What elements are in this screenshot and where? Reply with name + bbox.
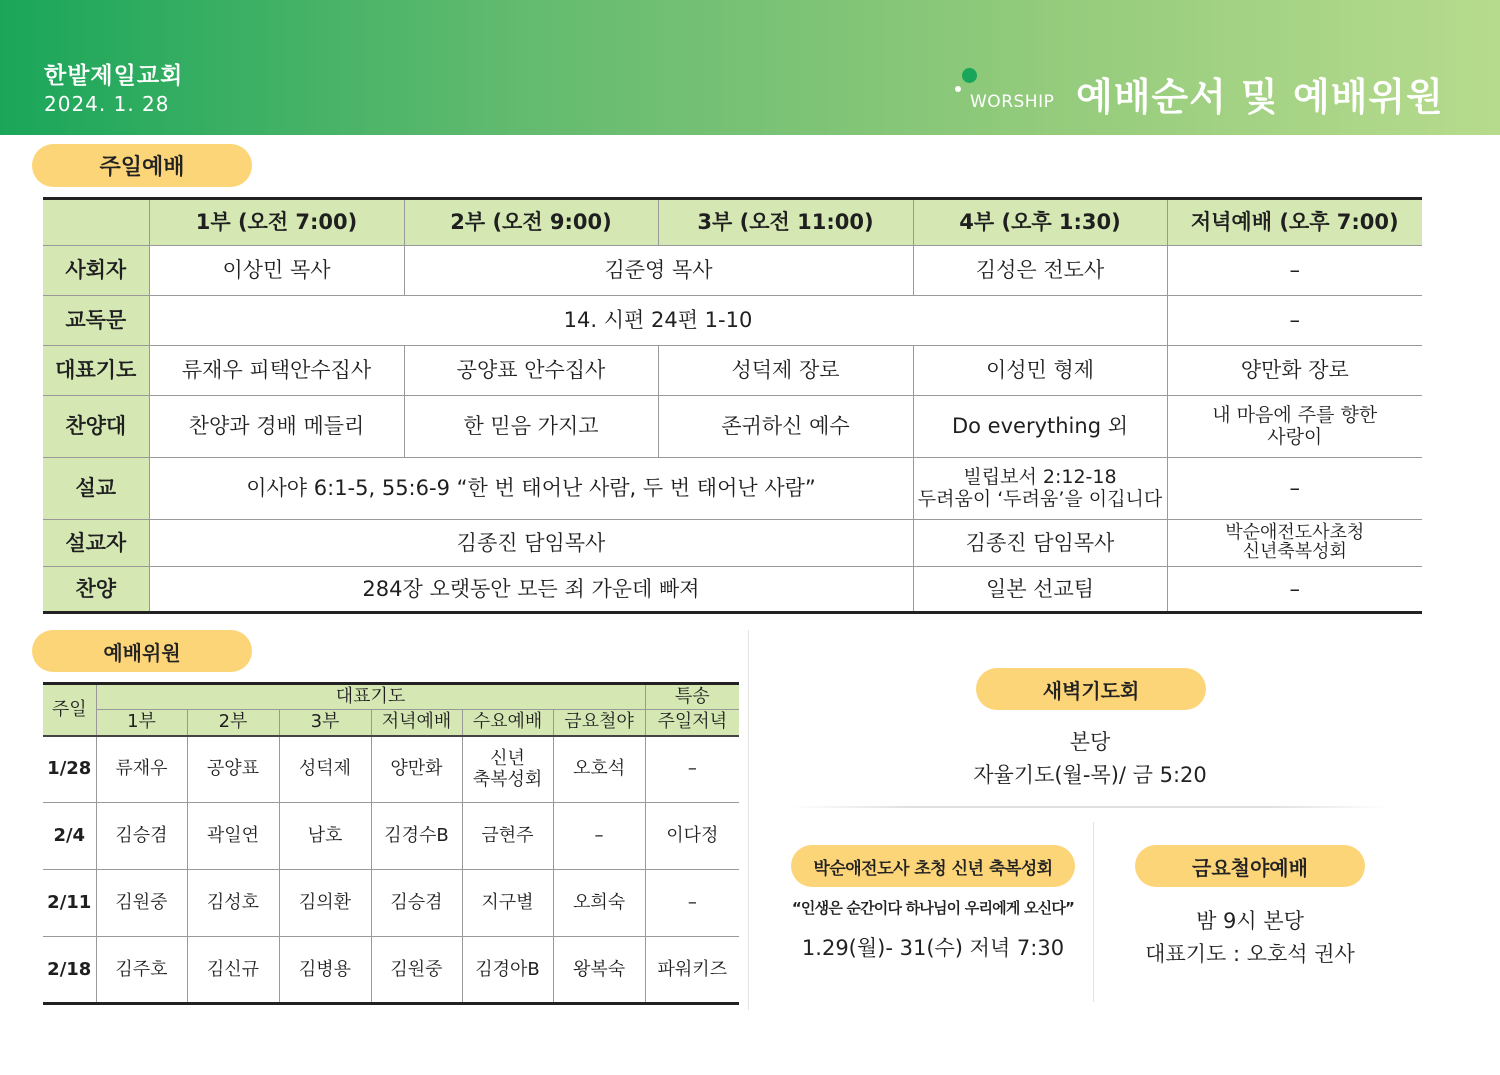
col-service-1: 1부 [96,710,187,736]
table-cell: 파워키즈 [645,937,739,1004]
row-label: 교독문 [43,296,149,346]
table-cell: 왕복숙 [553,937,645,1004]
row-date: 1/28 [43,736,96,803]
col-week: 주일 [43,684,96,736]
col-service-3: 3부 (오전 11:00) [658,199,913,246]
table-row [43,803,739,870]
cell-line: 내 마음에 주를 향한 [1212,403,1378,426]
table-cell: 김종진 담임목사 [149,520,913,567]
vertical-divider [748,630,749,1010]
table-cell: 14. 시편 24편 1-10 [149,296,1167,346]
table-cell: 공양표 [187,736,279,803]
table-cell: 김신규 [187,937,279,1004]
col-service-4: 4부 (오후 1:30) [913,199,1167,246]
revival-quote: “인생은 순간이다 하나님이 우리에게 오신다” [791,899,1075,917]
table-cell: 김종진 담임목사 [913,520,1167,567]
horizontal-divider [790,806,1390,808]
friday-pill: 금요철야예배 [1135,845,1365,887]
revival-pill: 박순애전도사 초청 신년 축복성회 [791,845,1075,887]
cell-line: 빌립보서 2:12-18 [963,465,1117,488]
cell-line: 축복성회 [472,769,543,791]
table-cell: – [645,736,739,803]
table-cell: 한 믿음 가지고 [404,396,658,458]
row-label: 찬양 [43,567,149,613]
table-cell: 김병용 [279,937,371,1004]
table-cell: – [645,870,739,937]
col-group-special: 특송 [645,684,739,710]
table-cell [462,736,553,803]
committee-table [43,682,739,1005]
table-cell: 존귀하신 예수 [658,396,913,458]
cell-line: 신년 [490,747,525,769]
col-friday: 금요철야 [553,710,645,736]
table-cell [1167,396,1422,458]
table-cell: 남호 [279,803,371,870]
table-cell: Do everything 외 [913,396,1167,458]
row-date: 2/11 [43,870,96,937]
col-service-1: 1부 (오전 7:00) [149,199,404,246]
church-name: 한밭제일교회 [44,63,184,89]
row-label: 찬양대 [43,396,149,458]
col-service-3: 3부 [279,710,371,736]
table-row [43,246,1422,296]
table-cell: 김승겸 [371,870,462,937]
row-label: 사회자 [43,246,149,296]
table-cell: 김경수B [371,803,462,870]
table-row [43,937,739,1004]
row-label: 대표기도 [43,346,149,396]
table-cell: 이다정 [645,803,739,870]
col-wednesday: 수요예배 [462,710,553,736]
table-cell: 성덕제 [279,736,371,803]
col-group-prayer: 대표기도 [96,684,645,710]
table-cell: 지구별 [462,870,553,937]
table-cell: 김승겸 [96,803,187,870]
col-evening: 저녁예배 [371,710,462,736]
table-cell: 찬양과 경배 메들리 [149,396,404,458]
white-dot-icon [955,86,961,92]
table-cell: 공양표 안수집사 [404,346,658,396]
table-cell: 성덕제 장로 [658,346,913,396]
friday-prayer: 대표기도 : 오호석 권사 [1145,942,1355,966]
table-header-row [43,199,1422,246]
corner-cell [43,199,149,246]
table-row [43,296,1422,346]
committee-subheader [43,710,739,736]
col-service-2: 2부 [187,710,279,736]
table-row [43,870,739,937]
revival-time: 1.29(월)- 31(수) 저녁 7:30 [801,936,1065,960]
table-cell: 김준영 목사 [404,246,913,296]
row-label: 설교자 [43,520,149,567]
table-cell: 오희숙 [553,870,645,937]
friday-time: 밤 9시 본당 [1196,909,1304,933]
table-cell [1167,520,1422,567]
table-cell: 김의환 [279,870,371,937]
table-cell: – [1167,567,1422,613]
table-row [43,346,1422,396]
table-cell: 류재우 [96,736,187,803]
table-cell: – [1167,246,1422,296]
table-cell: 금현주 [462,803,553,870]
table-row [43,458,1422,520]
row-date: 2/4 [43,803,96,870]
dawn-time: 자율기도(월-목)/ 금 5:20 [973,763,1207,787]
row-date: 2/18 [43,937,96,1004]
table-cell: 김경아B [462,937,553,1004]
dawn-location: 본당 [1069,730,1111,754]
col-sunday-evening: 주일저녁 [645,710,739,736]
table-cell: 김원중 [371,937,462,1004]
table-cell: 이성민 형제 [913,346,1167,396]
green-dot-icon [962,68,977,83]
table-row [43,520,1422,567]
page-title: 예배순서 및 예배위원 [1076,75,1444,119]
table-cell: 김주호 [96,937,187,1004]
table-cell: 양만화 [371,736,462,803]
table-cell: 양만화 장로 [1167,346,1422,396]
table-cell: 김성호 [187,870,279,937]
table-cell: 오호석 [553,736,645,803]
table-cell: 류재우 피택안수집사 [149,346,404,396]
dawn-prayer-pill: 새벽기도회 [976,668,1206,710]
sunday-worship-table [43,197,1422,614]
committee-group-header [43,684,739,710]
table-cell: – [553,803,645,870]
table-cell: – [1167,296,1422,346]
table-row [43,396,1422,458]
table-cell [913,458,1167,520]
table-cell: 김성은 전도사 [913,246,1167,296]
col-service-2: 2부 (오전 9:00) [404,199,658,246]
table-cell: 이상민 목사 [149,246,404,296]
committee-pill: 예배위원 [32,630,252,672]
row-label: 설교 [43,458,149,520]
vertical-divider-small [1093,822,1094,1002]
table-cell: 김원중 [96,870,187,937]
col-evening: 저녁예배 (오후 7:00) [1167,199,1422,246]
cell-line: 사랑이 [1267,425,1323,448]
sunday-worship-pill: 주일예배 [32,144,252,187]
table-cell: – [1167,458,1422,520]
cell-line: 박순애전도사초청 [1225,522,1365,544]
cell-line: 신년축복성회 [1242,541,1347,562]
bulletin-date: 2024. 1. 28 [44,92,170,116]
table-cell: 일본 선교팀 [913,567,1167,613]
table-row [43,736,739,803]
table-row [43,567,1422,613]
table-cell: 284장 오랫동안 모든 죄 가운데 빠져 [149,567,913,613]
cell-line: 두려움이 ‘두려움’을 이깁니다 [917,487,1163,510]
table-cell: 곽일연 [187,803,279,870]
table-cell: 이사야 6:1-5, 55:6-9 “한 번 태어난 사람, 두 번 태어난 사람” [149,458,913,520]
worship-en-label: WORSHIP [970,92,1055,112]
